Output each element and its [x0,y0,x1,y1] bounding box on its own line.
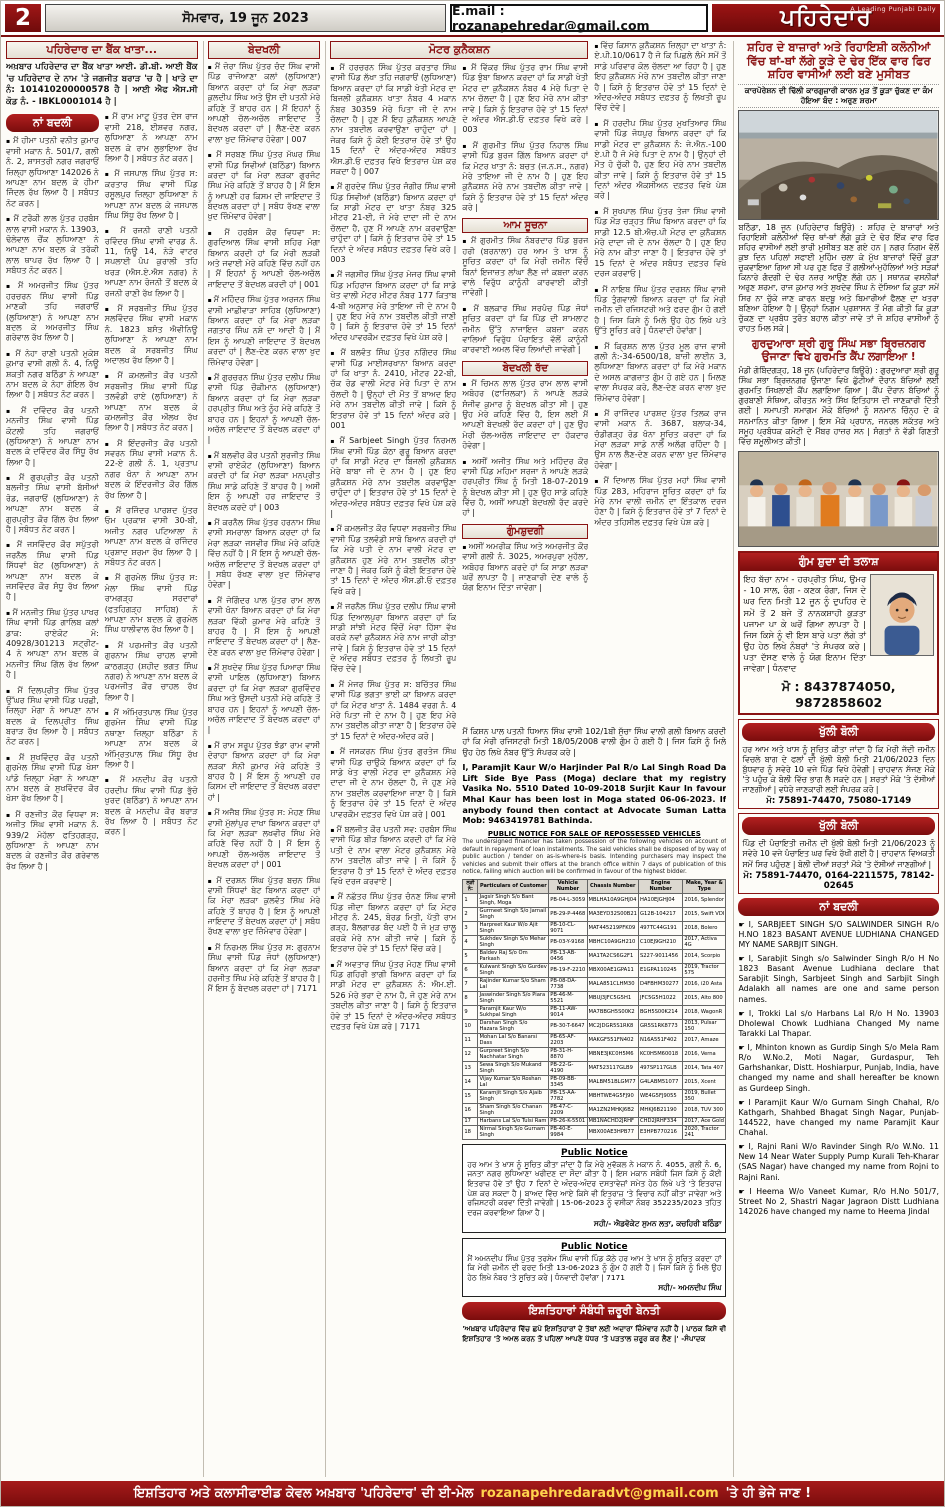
khulli-boli-1-phones: ਮੋ: 75891-74470, 75080-17149 [766,796,912,807]
cell-customer: Karamjit Singh S/o Ajaib Singh [478,1089,549,1103]
classified-item: ▪ ਮੈਂ ਗੁਰਚਰਨ ਸਿੰਘ ਪੁੱਤਰ ਦਲੀਪ ਸਿੰਘ ਵਾਸੀ ਪਿੰਡ ਚੌਕੀਮਾਨ (ਲੁਧਿਆਣਾ) ਬਿਆਨ ਕਰਦਾ ਹਾਂ ਕਿ ਮੇਰਾ ਲੜਕਾ ਹਰਪ੍ਰੀਤ ਸਿੰਘ ਅਤੇ ਨੂੰਹ ਮੇਰੇ ਕਹਿਣੇ ਤੋਂ ਬਾਹਰ ਹਨ | ਇਹਨਾਂ ਨੂੰ ਆਪਣੀ ਚੱਲ-ਅਚੱਲ ਜਾਇਦਾਦ ਤੋਂ ਬੇਦਖਲ ਕਰਦਾ ਹਾਂ | [208,373,321,446]
classified-item: ▪ ਮੈਂ ਰਾਮ ਮਾਟੂ ਪੁੱਤਰ ਦੇਸ ਰਾਜ ਵਾਸੀ 218, ਈਸ਼ਵਰ ਨਗਰ, ਲੁਧਿਆਣਾ ਨੇ ਆਪਣਾ ਨਾਮ ਬਦਲ ਕੇ ਰਾਮ ਲੁਭਾਇਆ ਰੱਖ ਲਿਆ ਹੈ | ਸਬੰਧਤ ਨੋਟ ਕਰਨ | [105,112,198,164]
table-row [463,1005,726,1019]
classified-item: ▪ ਮੈਂ ਰਾਮ ਸਰੂਪ ਪੁੱਤਰ ਝੰਡਾ ਰਾਮ ਵਾਸੀ ਦੋਰਾਹਾ ਬਿਆਨ ਕਰਦਾ ਹਾਂ ਕਿ ਮੇਰਾ ਲੜਕਾ ਸੰਨੀ ਕੁਮਾਰ ਮੇਰੇ ਕਹਿਣੇ ਤੋਂ ਬਾਹਰ ਹੈ | ਮੈਂ ਇਸ ਨੂੰ ਆਪਣੀ ਹਰ ਕਿਸਮ ਦੀ ਜਾਇਦਾਦ ਤੋਂ ਬੇਦਖਲ ਕਰਦਾ ਹਾਂ | [208,741,321,803]
classified-item: ▪ ਮੈਂ ਗੁਰਦੇਵ ਸਿੰਘ ਪੁੱਤਰ ਜੰਗੀਰ ਸਿੰਘ ਵਾਸੀ ਪਿੰਡ ਸਿਵੀਆਂ (ਬਠਿੰਡਾ) ਬਿਆਨ ਕਰਦਾ ਹਾਂ ਕਿ ਸਾਡੀ ਮੋਟਰ ਦਾ ਖਾਤਾ ਨੰਬਰ 325 ਮੀਟਰ 21-ਈ, ਜੋ ਮੇਰੇ ਦਾਦਾ ਜੀ ਦੇ ਨਾਮ ਚੱਲਦਾ ਹੈ, ਹੁਣ ਮੈਂ ਆਪਣੇ ਨਾਮ ਕਰਵਾਉਣਾ ਚਾਹੁੰਦਾ ਹਾਂ | ਕਿਸੇ ਨੂੰ ਇਤਰਾਜ਼ ਹੋਵੇ ਤਾਂ 15 ਦਿਨਾਂ ਦੇ ਅੰਦਰ ਸਬੰਧਤ ਦਫ਼ਤਰ ਵਿਖੇ ਕਰੇ | 003 [330,182,456,265]
email-header: E.mail : rozanapehredar@gmail.com [450,4,708,32]
cell-make-year: 2015, Xcent [683,1075,726,1089]
table-row [463,949,726,963]
classified-item: ▪ ਮੈਂ ਮਨਦੀਪ ਕੌਰ ਪਤਨੀ ਹਰਦੀਪ ਸਿੰਘ ਵਾਸੀ ਪਿੰਡ ਭੁੱਚੋ ਖੁਰਦ (ਬਠਿੰਡਾ) ਨੇ ਆਪਣਾ ਨਾਮ ਬਦਲ ਕੇ ਮਨਦੀਪ ਕੌਰ ਬਰਾੜ ਰੱਖ ਲਿਆ ਹੈ | ਸਬੰਧਤ ਨੋਟ ਕਰਨ | [105,775,198,837]
aam-suchna-header: ਆਮ ਸੂਚਨਾ [462,218,588,233]
right-naam-badli-header: ਨਾਂ ਬਦਲੀ [738,898,939,916]
public-notice-2 [462,1238,726,1298]
cell-engine-no: JFC5G5H1022 [638,991,682,1005]
classified-item: ▪ ਮੈਂ ਮਹਿੰਦਰ ਸਿੰਘ ਪੁੱਤਰ ਅਰਜਨ ਸਿੰਘ ਵਾਸੀ ਮਾਛੀਵਾੜਾ ਸਾਹਿਬ (ਲੁਧਿਆਣਾ) ਬਿਆਨ ਕਰਦਾ ਹਾਂ ਕਿ ਮੇਰਾ ਲੜਕਾ ਜਗਤਾਰ ਸਿੰਘ ਨਸ਼ੇ ਦਾ ਆਦੀ ਹੈ | ਮੈਂ ਇਸ ਨੂੰ ਆਪਣੀ ਜਾਇਦਾਦ ਤੋਂ ਬੇਦਖਲ ਕਰਦਾ ਹਾਂ | ਲੈਣ-ਦੇਣ ਕਰਨ ਵਾਲਾ ਖੁਦ ਜ਼ਿੰਮੇਵਾਰ ਹੋਵੇਗਾ | [208,295,321,368]
cell-sr: 18 [463,1125,478,1139]
classified-item: ▪ ਮੈਂ ਸੁਖਪਾਲ ਸਿੰਘ ਪੁੱਤਰ ਤੇਜਾ ਸਿੰਘ ਵਾਸੀ ਪਿੰਡ ਮੌੜ ਚੜ੍ਹਤ ਸਿੰਘ ਬਿਆਨ ਕਰਦਾ ਹਾਂ ਕਿ ਸਾਡੀ 12.5 ਬੀ.ਐਚ.ਪੀ ਮੋਟਰ ਦਾ ਕੁਨੈਕਸ਼ਨ ਮੇਰੇ ਦਾਦਾ ਜੀ ਦੇ ਨਾਮ ਚੱਲਦਾ ਹੈ | ਹੁਣ ਇਹ ਮੇਰੇ ਨਾਮ ਕੀਤਾ ਜਾਣਾ ਹੈ | ਇਤਰਾਜ਼ ਹੋਵੇ ਤਾਂ 15 ਦਿਨਾਂ ਦੇ ਅੰਦਰ ਸਬੰਧਤ ਦਫ਼ਤਰ ਵਿਖੇ ਦਰਜ ਕਰਵਾਓ | [594,207,726,280]
news-column [733,41,939,1477]
table-row [463,1125,726,1139]
gumshudgi-english-item: I, Paramjit Kaur W/o Harjinder Pal R/o Lal Singh Road Da Lift Side Bye Pass (Moga) declare that my registry Vasika No. 5510 Dated 10-09-2018 Surjit Kaur In favour Mhal Kaur has been lost in Moga stated 06-06-2023. If anybody found then contact at Advocate Suman Latta Mob: 9463419781 Bathinda. [462,762,727,826]
classified-item: ▪ ਮੈਂ ਗੁਰਪ੍ਰੀਤ ਕੌਰ ਪਤਨੀ ਬਲਜੀਤ ਸਿੰਘ ਵਾਸੀ ਬੱਸੀਆਂ ਰੋਡ, ਜਗਰਾਓਂ (ਲੁਧਿਆਣਾ) ਨੇ ਆਪਣਾ ਨਾਮ ਬਦਲ ਕੇ ਗੁਰਪ੍ਰੀਤ ਕੌਰ ਗਿੱਲ ਰੱਖ ਲਿਆ ਹੈ | ਸਬੰਧਤ ਨੋਟ ਕਰਨ | [6,473,99,535]
bedakhli-header: ਬੇਦਖਲੀ [208,41,321,59]
cell-sr: 1 [463,893,478,907]
table-row [463,963,726,977]
cell-make-year: 2015, Swift VDI [683,907,726,921]
classified-item: ▪ ਮੈਂ ਸਰਬਣ ਸਿੰਘ ਪੁੱਤਰ ਮੱਘਰ ਸਿੰਘ ਵਾਸੀ ਪਿੰਡ ਸਿਵੀਆਂ (ਬਠਿੰਡਾ) ਬਿਆਨ ਕਰਦਾ ਹਾਂ ਕਿ ਮੇਰਾ ਲੜਕਾ ਗੁਰਜੰਟ ਸਿੰਘ ਮੇਰੇ ਕਹਿਣੇ ਤੋਂ ਬਾਹਰ ਹੈ | ਮੈਂ ਇਸ ਨੂੰ ਆਪਣੀ ਹਰ ਕਿਸਮ ਦੀ ਜਾਇਦਾਦ ਤੋਂ ਬੇਦਖਲ ਕਰਦਾ ਹਾਂ | ਸਬੰਧ ਰੱਖਣ ਵਾਲਾ ਖੁਦ ਜ਼ਿੰਮੇਵਾਰ ਹੋਵੇਗਾ | [208,150,321,223]
cell-make-year: 2018, Bolero [683,921,726,935]
classified-item: ▪ ਮੈਂ ਰਣਜੀਤ ਕੌਰ ਵਿਧਵਾ ਸ: ਅਜੀਤ ਸਿੰਘ ਵਾਸੀ ਮਕਾਨ ਨੰ. 939/2 ਮੋਹੱਲਾ ਫਤਿਹਗੜ੍ਹ, ਲੁਧਿਆਣਾ ਨੇ ਆਪਣਾ ਨਾਮ ਬਦਲ ਕੇ ਰਣਜੀਤ ਕੌਰ ਗਰੇਵਾਲ ਰੱਖ ਲਿਆ ਹੈ | [6,810,99,872]
khulli-boli-1-body: ਹਰ ਆਮ ਅਤੇ ਖਾਸ ਨੂੰ ਸੂਚਿਤ ਕੀਤਾ ਜਾਂਦਾ ਹੈ ਕਿ ਮੇਰੀ ਜੱਦੀ ਜ਼ਮੀਨ ਵਿਚਲੇ ਬਾਗ ਦੇ ਫਲਾਂ ਦੀ ਖੁੱਲੀ ਬੋਲੀ ਮਿਤੀ 21/06/2023 ਦਿਨ ਬੁੱਧਵਾਰ ਨੂੰ ਸਵੇਰੇ 10 ਵਜੇ ਪਿੰਡ ਵਿਖੇ ਹੋਵੇਗੀ | ਚਾਹਵਾਨ ਸੱਜਣ ਮੌਕੇ 'ਤੇ ਪਹੁੰਚ ਕੇ ਬੋਲੀ ਵਿੱਚ ਭਾਗ ਲੈ ਸਕਦੇ ਹਨ | ਸ਼ਰਤਾਂ ਮੌਕੇ 'ਤੇ ਦੱਸੀਆਂ ਜਾਣਗੀਆਂ | ਵਧੇਰੇ ਜਾਣਕਾਰੀ ਲਈ ਸੰਪਰਕ ਕਰੋ | [742,744,936,795]
vehicle-table-col-header: Particulars of Customer [478,879,549,893]
motor-column-a [330,63,456,1477]
classified-item: ▪ ਮੈਂ ਬਲਕਾਰ ਸਿੰਘ ਸਰਪੰਚ ਪਿੰਡ ਜੋਧਾਂ ਸੂਚਿਤ ਕਰਦਾ ਹਾਂ ਕਿ ਪਿੰਡ ਦੀ ਸ਼ਾਮਲਾਟ ਜ਼ਮੀਨ ਉੱਤੇ ਨਾਜਾਇਜ਼ ਕਬਜ਼ਾ ਕਰਨ ਵਾਲਿਆਂ ਵਿਰੁੱਧ ਪੰਚਾਇਤ ਵੱਲੋਂ ਕਾਨੂੰਨੀ ਕਾਰਵਾਈ ਅਮਲ ਵਿੱਚ ਲਿਆਂਦੀ ਜਾਵੇਗੀ | [462,304,588,356]
classified-item: ▪ ਮੈਂ ਰਜਨੀ ਰਾਣੀ ਪਤਨੀ ਰਵਿੰਦਰ ਸਿੰਘ ਵਾਸੀ ਵਾਰਡ ਨੰ. 11, ਨਿਊ 14, ਨੇੜੇ ਵਾਟਰ ਸਪਲਾਈ ਪੰਪ ਕੁਰਾਲੀ ਤਹਿ ਖਰੜ (ਐਸ.ਏ.ਐਸ ਨਗਰ) ਨੇ ਆਪਣਾ ਨਾਮ ਰੋਜਨੀ ਤੋਂ ਬਦਲ ਕੇ ਰਜਨੀ ਰਾਣੀ ਰੱਖ ਲਿਆ ਹੈ | [105,226,198,299]
cell-vehicle-no: PB-15-AA-7782 [549,1089,587,1103]
cell-customer: Jaswinder Singh S/o Piara Singh [478,991,549,1005]
classified-item: ▪ ਮੈਂ ਹਰਚਰਨ ਸਿੰਘ ਪੁੱਤਰ ਕਰਤਾਰ ਸਿੰਘ ਵਾਸੀ ਪਿੰਡ ਲੱਖਾ ਤਹਿ ਜਗਰਾਓਂ (ਲੁਧਿਆਣਾ) ਬਿਆਨ ਕਰਦਾ ਹਾਂ ਕਿ ਸਾਡੀ ਖੇਤੀ ਮੋਟਰ ਦਾ ਬਿਜਲੀ ਕੁਨੈਕਸ਼ਨ ਖਾਤਾ ਨੰਬਰ 4 ਮਕਾਨ ਨੰਬਰ 30359 ਮੇਰੇ ਪਿਤਾ ਜੀ ਦੇ ਨਾਮ ਚੱਲਦਾ ਹੈ | ਹੁਣ ਮੈਂ ਇਹ ਕੁਨੈਕਸ਼ਨ ਆਪਣੇ ਨਾਮ ਤਬਦੀਲ ਕਰਵਾਉਣਾ ਚਾਹੁੰਦਾ ਹਾਂ | ਜੇਕਰ ਕਿਸੇ ਨੂੰ ਕੋਈ ਇਤਰਾਜ਼ ਹੋਵੇ ਤਾਂ ਉਹ 15 ਦਿਨਾਂ ਦੇ ਅੰਦਰ-ਅੰਦਰ ਸਬੰਧਤ ਐਸ.ਡੀ.ਓ ਦਫ਼ਤਰ ਵਿਖੇ ਇਤਰਾਜ਼ ਪੇਸ਼ ਕਰ ਸਕਦਾ ਹੈ | 007 [330,63,456,177]
classified-item: ▪ ਮੈਂ ਜੋਗਿੰਦਰ ਪਾਲ ਪੁੱਤਰ ਰਾਮ ਲਾਲ ਵਾਸੀ ਖੰਨਾ ਬਿਆਨ ਕਰਦਾ ਹਾਂ ਕਿ ਮੇਰਾ ਲੜਕਾ ਵਿੱਕੀ ਕੁਮਾਰ ਮੇਰੇ ਕਹਿਣੇ ਤੋਂ ਬਾਹਰ ਹੈ | ਮੈਂ ਇਸ ਨੂੰ ਆਪਣੀ ਜਾਇਦਾਦ ਤੋਂ ਬੇਦਖਲ ਕਰਦਾ ਹਾਂ | ਲੈਣ-ਦੇਣ ਕਰਨ ਵਾਲਾ ਖੁਦ ਜ਼ਿੰਮੇਵਾਰ ਹੋਵੇਗਾ | [208,596,321,658]
cell-sr: 14 [463,1075,478,1089]
khulli-boli-1-header: ਖੁੱਲੀ ਬੋਲੀ [742,723,935,741]
classified-item: ▪ ਮੈਂ ਜਸਵਿੰਦਰ ਕੌਰ ਸਪੁੱਤਰੀ ਜਰਨੈਲ ਸਿੰਘ ਵਾਸੀ ਪਿੰਡ ਸਿੱਧਵਾਂ ਬੇਟ (ਲੁਧਿਆਣਾ) ਨੇ ਆਪਣਾ ਨਾਮ ਬਦਲ ਕੇ ਜਸਵਿੰਦਰ ਕੌਰ ਸੰਧੂ ਰੱਖ ਲਿਆ ਹੈ | [6,540,99,602]
classified-item: ▪ ਮੈਂ ਨਿਰਮਲ ਸਿੰਘ ਪੁੱਤਰ ਸ: ਗੁਰਨਾਮ ਸਿੰਘ ਵਾਸੀ ਪਿੰਡ ਜੋਧਾਂ (ਲੁਧਿਆਣਾ) ਬਿਆਨ ਕਰਦਾ ਹਾਂ ਕਿ ਮੇਰਾ ਲੜਕਾ ਹਰਜੀਤ ਸਿੰਘ ਮੇਰੇ ਕਹਿਣੇ ਤੋਂ ਬਾਹਰ ਹੈ | ਮੈਂ ਇਸ ਨੂੰ ਬੇਦਖਲ ਕਰਦਾ ਹਾਂ | 7171 [208,943,321,995]
name-change-notice: ☛ I, Sarabjit Singh s/o Salwinder Singh R/o H No 1823 Basant Avenue Ludhiana declare that Sarabjit Singh, Sarbjeet Singh and Sarbjit Singh Adalakh all names are one and same person names. [738,954,939,1005]
cell-sr: 4 [463,935,478,949]
cell-engine-no: E3HPB770216 [638,1125,682,1139]
missing-person-text: ਇਹ ਬੱਚਾ ਨਾਮ - ਹਰਪ੍ਰੀਤ ਸਿੰਘ, ਉਮਰ - 10 ਸਾਲ, ਰੰਗ - ਕਣਕ ਰੰਗਾ, ਜਿਸ ਦੇ ਘਰ ਦਿਨ ਮਿਤੀ 12 ਜੂਨ ਨੂੰ ਦੁਪਹਿਰ ਦੇ ਸਮੇਂ ਤੋਂ 2 ਬਜੇ ਤੋਂ ਨਾਨਕਸ਼ਾਹੀ ਕੁੜਤਾ ਪਜਾਮਾ ਪਾ ਕੇ ਘਰੋਂ ਗਿਆ ਲਾਪਤਾ ਹੈ | ਜਿਸ ਕਿਸੇ ਨੂੰ ਵੀ ਇਸ ਬਾਰੇ ਪਤਾ ਲੱਗੇ ਤਾਂ ਉਹ ਹੇਠ ਲਿਖੇ ਨੰਬਰਾਂ 'ਤੇ ਸੰਪਰਕ ਕਰੇ | ਪਤਾ ਦੱਸਣ ਵਾਲੇ ਨੂੰ ਯੋਗ ਇਨਾਮ ਦਿੱਤਾ ਜਾਵੇਗਾ | ਧੰਨਵਾਦ [743,573,867,674]
vehicle-table-col-header: Vehicle Number [549,879,587,893]
mid-column-b [462,63,588,723]
cell-make-year: 2019, Tractor 575 [683,963,726,977]
cell-customer: Sewa Singh S/o Mukand Singh [478,1061,549,1075]
cell-vehicle-no: PB-40-E-9984 [549,1125,587,1139]
classified-item: ▪ ਮੈਂ ਹਰਬੰਸ ਕੌਰ ਵਿਧਵਾ ਸ: ਗੁਰਦਿਆਲ ਸਿੰਘ ਵਾਸੀ ਸ਼ਹਿਰ ਮੋਗਾ ਬਿਆਨ ਕਰਦੀ ਹਾਂ ਕਿ ਮੇਰੀ ਲੜਕੀ ਅਤੇ ਜਵਾਈ ਮੇਰੇ ਕਹਿਣੇ ਵਿੱਚ ਨਹੀਂ ਹਨ | ਮੈਂ ਇਹਨਾਂ ਨੂੰ ਆਪਣੀ ਚੱਲ-ਅਚੱਲ ਜਾਇਦਾਦ ਤੋਂ ਬੇਦਖਲ ਕਰਦੀ ਹਾਂ | 001 [208,228,321,290]
vehicle-table-col-header: Chassis Number [587,879,638,893]
cell-engine-no: GR5S1RK8773 [638,1019,682,1033]
top-bar [1,1,944,37]
left-classified-columns [6,41,198,1477]
auction-heading: PUBLIC NOTICE FOR SALE OF REPOSSESSED VEHICLES [487,830,701,839]
vehicle-table-col-header: Make, Year & Type [683,879,726,893]
gumshudgi-list [462,542,588,594]
cell-sr: 16 [463,1103,478,1117]
classified-item: ▪ ਮੈਂ ਦਿਆਲ ਸਿੰਘ ਪੁੱਤਰ ਮਹਾਂ ਸਿੰਘ ਵਾਸੀ ਪਿੰਡ 283, ਮਹਿਰਾਜ ਸੂਚਿਤ ਕਰਦਾ ਹਾਂ ਕਿ ਮੇਰੇ ਨਾਮ ਵਾਲੀ ਜ਼ਮੀਨ ਦਾ ਇੰਤਕਾਲ ਦਰਜ ਹੋਣਾ ਹੈ | ਕਿਸੇ ਨੂੰ ਇਤਰਾਜ਼ ਹੋਵੇ ਤਾਂ 7 ਦਿਨਾਂ ਦੇ ਅੰਦਰ ਤਹਿਸੀਲ ਦਫ਼ਤਰ ਵਿਖੇ ਪੇਸ਼ ਕਰੇ | [594,476,726,528]
missing-person-header: ਗੁੰਮ ਸ਼ੁਦਾ ਦੀ ਤਲਾਸ਼ [740,553,937,571]
bedakhli-flow [208,62,321,1476]
classified-item: ▪ ਮੈਂ ਜਸਕਰਨ ਸਿੰਘ ਪੁੱਤਰ ਗੁਰਤੇਜ ਸਿੰਘ ਵਾਸੀ ਪਿੰਡ ਚਾਉਕੇ ਬਿਆਨ ਕਰਦਾ ਹਾਂ ਕਿ ਸਾਡੇ ਖੇਤ ਵਾਲੀ ਮੋਟਰ ਦਾ ਕੁਨੈਕਸ਼ਨ ਮੇਰੇ ਦਾਦਾ ਜੀ ਦੇ ਨਾਮ ਚੱਲਦਾ ਹੈ, ਜੋ ਹੁਣ ਮੇਰੇ ਨਾਮ ਤਬਦੀਲ ਕਰਵਾਇਆ ਜਾਣਾ ਹੈ | ਕਿਸੇ ਨੂੰ ਇਤਰਾਜ਼ ਹੋਵੇ ਤਾਂ 15 ਦਿਨਾਂ ਦੇ ਅੰਦਰ ਪਾਵਰਕੌਮ ਦਫ਼ਤਰ ਵਿਖੇ ਪੇਸ਼ ਕਰੇ | 001 [330,747,456,820]
public-notice-2-title: Public Notice [561,1241,628,1252]
news1-headline: ਸ਼ਹਿਰ ਦੇ ਬਾਜ਼ਾਰਾਂ ਅਤੇ ਰਿਹਾਇਸ਼ੀ ਕਲੋਨੀਆਂ ਵਿੱਚ ਥਾਂ-ਥਾਂ ਲੱਗੇ ਕੂੜੇ ਦੇ ਢੇਰ ਇੱਕ ਵਾਰ ਫਿਰ ਸ਼ਹਿਰ ਵਾਸੀਆਂ ਲਈ ਬਣੇ ਮੁਸੀਬਤ [746,41,931,82]
cell-engine-no: 497TC44G191 [638,921,682,935]
table-row [463,893,726,907]
cell-make-year: 2020, Tractor 241 [683,1125,726,1139]
cell-customer: Harpreet Kaur W/o Ajit Singh [478,921,549,935]
cell-engine-no: D4FBHM30277 [638,977,682,991]
footer-text-pre: ਇਸ਼ਤਿਹਾਰ ਅਤੇ ਕਲਾਸੀਫਾਈਡ ਕੇਵਲ ਅਖ਼ਬਾਰ 'ਪਹਿਰੇਦਾਰ' ਦੀ ਈ-ਮੇਲ [133,1486,474,1501]
cell-engine-no: N16A551F402 [638,1033,682,1047]
date-text: ਸੋਮਵਾਰ, 19 ਜੂਨ 2023 [182,10,309,26]
bedakhli-radd-list [462,379,588,519]
classified-item: ▪ ਮੈਂ ਸੁਖਦੇਵ ਸਿੰਘ ਪੁੱਤਰ ਪਿਆਰਾ ਸਿੰਘ ਵਾਸੀ ਪਾਇਲ (ਲੁਧਿਆਣਾ) ਬਿਆਨ ਕਰਦਾ ਹਾਂ ਕਿ ਮੇਰਾ ਲੜਕਾ ਗੁਰਵਿੰਦਰ ਸਿੰਘ ਅਤੇ ਉਸਦੀ ਪਤਨੀ ਮੇਰੇ ਕਹਿਣੇ ਤੋਂ ਬਾਹਰ ਹਨ | ਇਹਨਾਂ ਨੂੰ ਆਪਣੀ ਚੱਲ-ਅਚੱਲ ਜਾਇਦਾਦ ਤੋਂ ਬੇਦਖਲ ਕਰਦਾ ਹਾਂ | [208,663,321,736]
cell-make-year: 2016, i20 Asta [683,977,726,991]
cell-chassis-no: MBHC10A9GH210 [587,935,638,949]
cell-engine-no: G4LABM51077 [638,1075,682,1089]
cell-customer: Jagsir Singh S/o Bant Singh, Moga [478,893,549,907]
cell-vehicle-no: PB-29-P-4468 [549,907,587,921]
classified-item: ▪ ਮੈਂ ਗੁਰਮੀਤ ਸਿੰਘ ਪੁੱਤਰ ਨਿਹਾਲ ਸਿੰਘ ਵਾਸੀ ਪਿੰਡ ਬੁਰਜ ਗਿੱਲ ਬਿਆਨ ਕਰਦਾ ਹਾਂ ਕਿ ਮੋਟਰ ਖਾਤਾ ਨੰ: ਬਚਤ (ਜ.ਨ.ਸ., ਨਗਰ) ਮੇਰੇ ਤਾਇਆ ਜੀ ਦੇ ਨਾਮ ਹੈ | ਹੁਣ ਇਹ ਕੁਨੈਕਸ਼ਨ ਮੇਰੇ ਨਾਮ ਤਬਦੀਲ ਕੀਤਾ ਜਾਵੇ | ਕਿਸੇ ਨੂੰ ਇਤਰਾਜ਼ ਹੋਵੇ ਤਾਂ 15 ਦਿਨਾਂ ਅੰਦਰ ਕਰੇ | [462,141,588,214]
cell-engine-no: E1GPA110245 [638,963,682,977]
vehicle-table-col-header: Engine Number [638,879,682,893]
classified-item: ▪ ਮੈਂ ਦਿਲਪ੍ਰੀਤ ਸਿੰਘ ਪੁੱਤਰ ਉੱਘਰ ਸਿੰਘ ਵਾਸੀ ਪਿੰਡ ਪਰਛੀ, ਜ਼ਿਲ੍ਹਾ ਮੋਗਾ ਨੇ ਆਪਣਾ ਨਾਮ ਬਦਲ ਕੇ ਦਿਲਪ੍ਰੀਤ ਸਿੰਘ ਬਰਾੜ ਰੱਖ ਲਿਆ ਹੈ | ਸਬੰਧਤ ਨੋਟ ਕਰਨ | [6,686,99,748]
table-row [463,907,726,921]
classified-item: ▪ ਮੈਂ ਸੁਖਵਿੰਦਰ ਕੌਰ ਪਤਨੀ ਗੁਰਮੇਲ ਸਿੰਘ ਵਾਸੀ ਪਿੰਡ ਖੋਸਾ ਪਾਂਡੋ ਜ਼ਿਲ੍ਹਾ ਮੋਗਾ ਨੇ ਆਪਣਾ ਨਾਮ ਬਦਲ ਕੇ ਸੁਖਵਿੰਦਰ ਕੌਰ ਖੋਸਾ ਰੱਖ ਲਿਆ ਹੈ | [6,753,99,805]
cell-sr: 3 [463,921,478,935]
cell-vehicle-no: PB-26-K-5501 [550,1118,586,1125]
cell-engine-no: MHKJ6B21190 [638,1103,682,1117]
cell-customer: Darshan Singh S/o Hazara Singh [478,1019,549,1033]
cell-sr: 9 [463,1005,478,1019]
table-row [463,1089,726,1103]
public-notice-1-body: ਹਰ ਆਮ ਤੇ ਖਾਸ ਨੂੰ ਸੂਚਿਤ ਕੀਤਾ ਜਾਂਦਾ ਹੈ ਕਿ ਮੇਰੇ ਮੁਵੱਕਲ ਨੇ ਮਕਾਨ ਨੰ. 4055, ਗਲੀ ਨੰ. 6, ਜਨਤਾ ਨਗਰ ਲੁਧਿਆਣਾ ਖਰੀਦਣ ਦਾ ਸੌਦਾ ਕੀਤਾ ਹੈ | ਇਸ ਮਕਾਨ ਸਬੰਧੀ ਜਿਸ ਕਿਸੇ ਨੂੰ ਕੋਈ ਇਤਰਾਜ਼ ਹੋਵੇ ਤਾਂ ਉਹ 7 ਦਿਨਾਂ ਦੇ ਅੰਦਰ-ਅੰਦਰ ਦਸਤਾਵੇਜ਼ਾਂ ਸਮੇਤ ਹੇਠ ਲਿਖੇ ਪਤੇ 'ਤੇ ਇਤਰਾਜ਼ ਪੇਸ਼ ਕਰ ਸਕਦਾ ਹੈ | ਬਾਅਦ ਵਿੱਚ ਆਏ ਕਿਸੇ ਵੀ ਇਤਰਾਜ਼ 'ਤੇ ਵਿਚਾਰ ਨਹੀਂ ਕੀਤਾ ਜਾਵੇਗਾ ਅਤੇ ਰਜਿਸਟਰੀ ਕਰਵਾ ਦਿੱਤੀ ਜਾਵੇਗੀ | 15-06-2023 ਨੂੰ ਵਸੀਕਾ ਨੰਬਰ 352235/2023 ਤਹਿਤ ਦਰਜ ਕਰਵਾਇਆ ਗਿਆ ਹੈ | [467,1159,722,1217]
name-change-notice: ☛ I, Rajni Rani W/o Ravinder Singh R/o W.No. 11 New 14 Near Water Supply Pump Kurali Teh-Kharar (SAS Nagar) have changed my name from Rojni to Rajni Rani. [738,1142,939,1183]
cell-chassis-no: MALA851CLHM30 [587,977,638,991]
motor-connection-header: ਮੋਟਰ ਕੁਨੈਕਸ਼ਨ [330,41,588,59]
public-notice-2-body: ਮੈਂ ਅਮਨਦੀਪ ਸਿੰਘ ਪੁੱਤਰ ਤਰਸੇਮ ਸਿੰਘ ਵਾਸੀ ਪਿੰਡ ਕੋਠੇ ਹਰ ਆਮ ਤੇ ਖਾਸ ਨੂੰ ਸੂਚਿਤ ਕਰਦਾ ਹਾਂ ਕਿ ਮੇਰੀ ਜ਼ਮੀਨ ਦੀ ਫਰਦ ਮਿਤੀ 13-06-2023 ਨੂੰ ਗੁੰਮ ਹੋ ਗਈ ਹੈ | ਜਿਸ ਕਿਸੇ ਨੂੰ ਮਿਲੇ ਉਹ ਹੇਠ ਲਿਖੇ ਨੰਬਰ 'ਤੇ ਸੂਚਿਤ ਕਰੇ | ਧੰਨਵਾਦੀ ਹੋਵਾਂਗਾ | 7171 [467,1253,722,1282]
cell-vehicle-no: PB-47-C-2209 [549,1103,587,1117]
cell-make-year: 2016, Verna [683,1047,726,1061]
classified-item: ▪ ਮੈਂ ਬਲਵੀਰ ਕੌਰ ਪਤਨੀ ਸੁਰਜੀਤ ਸਿੰਘ ਵਾਸੀ ਰਾਏਕੋਟ (ਲੁਧਿਆਣਾ) ਬਿਆਨ ਕਰਦੀ ਹਾਂ ਕਿ ਮੇਰਾ ਲੜਕਾ ਮਨਪ੍ਰੀਤ ਸਿੰਘ ਸਾਡੇ ਕਹਿਣੇ ਤੋਂ ਬਾਹਰ ਹੈ | ਅਸੀਂ ਇਸ ਨੂੰ ਆਪਣੀ ਹਰ ਜਾਇਦਾਦ ਤੋਂ ਬੇਦਖਲ ਕਰਦੇ ਹਾਂ | 003 [208,451,321,513]
classified-item: ▪ ਮੈਂ ਕਰਨੈਲ ਸਿੰਘ ਪੁੱਤਰ ਹਰਨਾਮ ਸਿੰਘ ਵਾਸੀ ਸਮਰਾਲਾ ਬਿਆਨ ਕਰਦਾ ਹਾਂ ਕਿ ਮੇਰਾ ਲੜਕਾ ਜਸਵੀਰ ਸਿੰਘ ਮੇਰੇ ਕਹਿਣੇ ਵਿੱਚ ਨਹੀਂ ਹੈ | ਮੈਂ ਇਸ ਨੂੰ ਆਪਣੀ ਚੱਲ-ਅਚੱਲ ਜਾਇਦਾਦ ਤੋਂ ਬੇਦਖਲ ਕਰਦਾ ਹਾਂ | ਸਬੰਧ ਰੱਖਣ ਵਾਲਾ ਖੁਦ ਜ਼ਿੰਮੇਵਾਰ ਹੋਵੇਗਾ | [208,518,321,591]
bank-account-header: ਪਹਿਰੇਦਾਰ ਦਾ ਬੈਂਕ ਖਾਤਾ... [6,41,198,59]
khulli-boli-box-1 [738,719,939,810]
khulli-boli-box-2 [738,813,939,893]
cell-vehicle-no: PB-08-DA-7738 [549,977,587,991]
table-row [463,1117,726,1125]
vehicle-table-head [463,879,726,893]
cell-sr: 2 [463,907,478,921]
cell-vehicle-no: PB-65-AF-2203 [549,1033,587,1047]
classified-item: ▪ ਮੈਂ ਕਮਲਜੀਤ ਕੌਰ ਵਿਧਵਾ ਸਰਬਜੀਤ ਸਿੰਘ ਵਾਸੀ ਪਿੰਡ ਤਲਵੰਡੀ ਸਾਬੋ ਬਿਆਨ ਕਰਦੀ ਹਾਂ ਕਿ ਮੇਰੇ ਪਤੀ ਦੇ ਨਾਮ ਵਾਲੀ ਮੋਟਰ ਦਾ ਕੁਨੈਕਸ਼ਨ ਹੁਣ ਮੇਰੇ ਨਾਮ ਤਬਦੀਲ ਕੀਤਾ ਜਾਣਾ ਹੈ | ਜੇਕਰ ਕਿਸੇ ਨੂੰ ਕੋਈ ਇਤਰਾਜ਼ ਹੋਵੇ ਤਾਂ 15 ਦਿਨਾਂ ਦੇ ਅੰਦਰ ਐਸ.ਡੀ.ਓ ਦਫ਼ਤਰ ਵਿਖੇ ਕਰੇ | [330,524,456,597]
news2-headline: ਗੁਰਦੁਆਰਾ ਸ਼੍ਰੀ ਗੁਰੂ ਸਿੰਘ ਸਭਾ ਬ੍ਰਿਜ਼ਨਗਰ ਉਜਾਣਾ ਵਿਖੇ ਗੁਰਮਤਿ ਕੈਂਪ ਲਗਾਇਆ ! [751,337,926,364]
classified-item: ▪ ਮੈਂ ਨਾਇਬ ਸਿੰਘ ਪੁੱਤਰ ਦਰਸ਼ਨ ਸਿੰਘ ਵਾਸੀ ਪਿੰਡ ਤੁੰਗਵਾਲੀ ਬਿਆਨ ਕਰਦਾ ਹਾਂ ਕਿ ਮੇਰੀ ਜ਼ਮੀਨ ਦੀ ਰਜਿਸਟਰੀ ਅਤੇ ਫਰਦ ਗੁੰਮ ਹੋ ਗਈ ਹੈ | ਜਿਸ ਕਿਸੇ ਨੂੰ ਮਿਲੇ ਉਹ ਹੇਠ ਲਿਖੇ ਪਤੇ ਉੱਤੇ ਸੂਚਿਤ ਕਰੇ | ਧੰਨਵਾਦੀ ਹੋਵਾਂਗਾ | [594,285,726,337]
cell-vehicle-no: PB-19-F-2210 [549,963,587,977]
cell-customer: Nirmal Singh S/o Gurnam Singh [478,1125,549,1139]
cell-engine-no: KC0H5M60018 [638,1047,682,1061]
footer-text-post: 'ਤੇ ਹੀ ਭੇਜੇ ਜਾਣ ! [725,1486,812,1501]
auction-intro: The undersigned financier has taken possession of the following vehicles on account of default in repayment of loan installments. The said vehicles shall be disposed of by way of public auction / tender on as-is-where-is basis. Intending purchasers may inspect the vehicles and submit their offers at the branch office within 7 days of publication of this notice, failing which auction will be confirmed in favour of the highest bidder. [462,839,727,876]
table-row [463,1103,726,1117]
news1-subhead: ਕਾਰਪੋਰੇਸ਼ਨ ਦੀ ਢਿੱਲੀ ਕਾਰਗੁਜ਼ਾਰੀ ਕਾਰਨ ਮੁੜ ਤੋਂ ਕੂੜਾ ਚੁੱਕਣ ਦਾ ਕੰਮ ਹੋਇਆ ਬੰਦ : ਅਰੁਣ ਸ਼ਰਮਾ [738,84,939,108]
table-row [463,921,726,935]
cell-make-year: 2018, TUV 300 [683,1103,726,1117]
gumshudgi-wide-item: ਮੈਂ ਕਿਸ਼ਨ ਪਾਲ ਪਤਨੀ ਧਿਆਨ ਸਿੰਘ ਵਾਸੀ 102/1ਬੀ ਸੁੱਚਾ ਸਿੰਘ ਵਾਲੀ ਗਲੀ ਬਿਆਨ ਕਰਦੀ ਹਾਂ ਕਿ ਮੇਰੀ ਰਜਿਸਟਰੀ ਮਿਤੀ 18/05/2008 ਵਾਲੀ ਗੁੰਮ ਹੋ ਗਈ ਹੈ | ਜਿਸ ਕਿਸੇ ਨੂੰ ਮਿਲੇ ਉਹ ਹੇਠ ਲਿਖੇ ਨੰਬਰ ਉੱਤੇ ਸੰਪਰਕ ਕਰੇ | [462,727,727,757]
public-notice-1-title: Public Notice [561,1147,628,1158]
ishtihar-benti-header: ਇਸ਼ਤਿਹਾਰਾਂ ਸੰਬੰਧੀ ਜ਼ਰੂਰੀ ਬੇਨਤੀ [462,1302,726,1320]
cell-make-year: 2017, Amaze [683,1033,726,1047]
cell-sr: 17 [463,1117,478,1125]
bedakhli-column [203,41,321,1477]
classified-item: ▪ ਮੈਂ ਇੰਦਰਜੀਤ ਕੌਰ ਪਤਨੀ ਸਵਰਨ ਸਿੰਘ ਵਾਸੀ ਮਕਾਨ ਨੰ. 22-ਏ ਗਲੀ ਨੰ. 1, ਪ੍ਰਤਾਪ ਨਗਰ ਖੰਨਾ ਨੇ ਆਪਣਾ ਨਾਮ ਬਦਲ ਕੇ ਇੰਦਰਜੀਤ ਕੌਰ ਗਿੱਲ ਰੱਖ ਲਿਆ ਹੈ | [105,439,198,501]
cell-make-year: 2015, Alto 800 [683,991,726,1005]
date-bar [45,4,446,32]
cell-make-year: 2019, Bullet 350 [683,1089,726,1103]
cell-chassis-no: MAT445219PFK09 [587,921,638,935]
missing-person-box [738,551,939,715]
cell-engine-no: S227-9011456 [638,949,682,963]
cell-make-year: 2013, Pulsar 150 [683,1019,726,1033]
table-row [463,1033,726,1047]
cell-customer: Sukhdev Singh S/o Mehar Singh [478,935,549,949]
cell-chassis-no: MC2JDGR5S1RK8 [587,1019,638,1033]
garbage-heap-photo [738,110,939,220]
cell-vehicle-no: PB-04-L-3059 [549,893,587,907]
name-change-notice: ☛ I, SARBJEET SINGH S/O SALWINDER SINGH R/o H.NO 1823 BASANT AVENUE LUDHIANA CHANGED MY NAME SARBJIT SINGH. [738,920,939,950]
vehicle-table [462,879,726,1140]
cell-vehicle-no: PB-13-AB-0456 [549,949,587,963]
cell-customer: Vijay Kumar S/o Roshan Lal [478,1075,549,1089]
cell-customer: Paramjit Kaur W/o Sukhpal Singh [478,1005,549,1019]
cell-chassis-no: MBLHA10A9GHJ04 [587,893,638,907]
cell-chassis-no: MBHTWE4G5FJ90 [587,1089,638,1103]
masthead-title: ਪਹਿਰੇਦਾਰ [780,4,872,31]
cell-chassis-no: MBNE3JKC0H5M6 [587,1047,638,1061]
mid-bottom-block [462,727,726,1477]
masthead-tagline: A Leading Punjabi Daily [850,5,936,13]
motor-column-b [462,63,588,213]
classified-item: ▪ ਮੈਂ ਗੁਰਮੀਤ ਸਿੰਘ ਨੰਬਰਦਾਰ ਪਿੰਡ ਬੁਰਜ ਹਰੀ (ਬਰਨਾਲਾ) ਹਰ ਆਮ ਤੇ ਖਾਸ ਨੂੰ ਸੂਚਿਤ ਕਰਦਾ ਹਾਂ ਕਿ ਮੇਰੀ ਜ਼ਮੀਨ ਵਿੱਚੋਂ ਬਿਨਾਂ ਇਜਾਜ਼ਤ ਲਾਂਘਾ ਲੈਣ ਜਾਂ ਕਬਜ਼ਾ ਕਰਨ ਵਾਲੇ ਵਿਰੁੱਧ ਕਾਨੂੰਨੀ ਕਾਰਵਾਈ ਕੀਤੀ ਜਾਵੇਗੀ | [462,236,588,298]
classified-item: ▪ ਮੈਂ ਪਰਮਜੀਤ ਕੌਰ ਪਤਨੀ ਗੁਰਨਾਮ ਸਿੰਘ ਚਾਹਲ ਵਾਸੀ ਕਾਠਗੜ੍ਹ (ਸ਼ਹੀਦ ਭਗਤ ਸਿੰਘ ਨਗਰ) ਨੇ ਆਪਣਾ ਨਾਮ ਬਦਲ ਕੇ ਪਰਮਜੀਤ ਕੌਰ ਚਾਹਲ ਰੱਖ ਲਿਆ ਹੈ | [105,641,198,703]
cell-chassis-no: MB1NACHD2JRHF [587,1117,638,1125]
classified-item: ▪ ਅਸੀਂ ਅਜੀਤ ਸਿੰਘ ਅਤੇ ਮਹਿੰਦਰ ਕੌਰ ਵਾਸੀ ਪਿੰਡ ਮਹਿਮਾ ਸਰਜਾ ਨੇ ਆਪਣੇ ਲੜਕੇ ਹਰਪ੍ਰੀਤ ਸਿੰਘ ਨੂੰ ਮਿਤੀ 18-07-2019 ਨੂੰ ਬੇਦਖਲ ਕੀਤਾ ਸੀ | ਹੁਣ ਉਹ ਸਾਡੇ ਕਹਿਣੇ ਵਿੱਚ ਹੈ, ਅਸੀਂ ਆਪਣੀ ਬੇਦਖਲੀ ਰੱਦ ਕਰਦੇ ਹਾਂ | [462,457,588,519]
table-row [463,1047,726,1061]
gurmat-camp-group-photo [738,451,939,547]
right-naam-badli-list [738,920,939,1217]
cell-engine-no: G12B-104217 [638,907,682,921]
masthead [712,4,940,32]
classified-item: ▪ ਮੈਂ ਜਸਪਾਲ ਸਿੰਘ ਪੁੱਤਰ ਸ: ਕਰਤਾਰ ਸਿੰਘ ਵਾਸੀ ਪਿੰਡ ਰਸੂਲਪੁਰ ਜ਼ਿਲ੍ਹਾ ਲੁਧਿਆਣਾ ਨੇ ਆਪਣਾ ਨਾਮ ਬਦਲ ਕੇ ਜਸਪਾਲ ਸਿੰਘ ਸਿੱਧੂ ਰੱਖ ਲਿਆ ਹੈ | [105,169,198,221]
bedakhli-radd-header: ਬੇਦਖਲੀ ਰੱਦ [462,361,588,376]
cell-sr: 7 [463,977,478,991]
table-row [463,1061,726,1075]
classified-item: ▪ ਮੈਂ ਰਜਿੰਦਰ ਪਾਰਸ਼ਦ ਪੁੱਤਰ ਓਮ ਪ੍ਰਕਾਸ਼ ਵਾਸੀ 30-ਬੀ, ਅਜੀਤ ਨਗਰ ਪਟਿਆਲਾ ਨੇ ਆਪਣਾ ਨਾਮ ਬਦਲ ਕੇ ਰਜਿੰਦਰ ਪ੍ਰਸ਼ਾਦ ਸ਼ਰਮਾ ਰੱਖ ਲਿਆ ਹੈ | ਸਬੰਧਤ ਨੋਟ ਕਰਨ | [105,506,198,568]
cell-customer: Mohan Lal S/o Banarsi Dass [478,1033,549,1047]
classified-item: ▪ ਮੈਂ ਅਵਤਾਰ ਸਿੰਘ ਪੁੱਤਰ ਮੋਹਣ ਸਿੰਘ ਵਾਸੀ ਪਿੰਡ ਗਹਿਰੀ ਭਾਗੀ ਬਿਆਨ ਕਰਦਾ ਹਾਂ ਕਿ ਸਾਡੀ ਮੋਟਰ ਦਾ ਕੁਨੈਕਸ਼ਨ ਨੰ: ਐਮ.ਈ. 526 ਮੇਰੇ ਭਰਾ ਦੇ ਨਾਮ ਹੈ, ਜੋ ਹੁਣ ਮੇਰੇ ਨਾਮ ਤਬਦੀਲ ਕੀਤਾ ਜਾਣਾ ਹੈ | ਕਿਸੇ ਨੂੰ ਇਤਰਾਜ਼ ਹੋਵੇ ਤਾਂ 15 ਦਿਨਾਂ ਦੇ ਅੰਦਰ-ਅੰਦਰ ਸਬੰਧਤ ਦਫ਼ਤਰ ਵਿਖੇ ਪੇਸ਼ ਕਰੇ | 7171 [330,960,456,1033]
table-row [463,1019,726,1033]
cell-chassis-no: MALBM51BLGM77 [587,1075,638,1089]
classified-item: ▪ ਮੈਂ ਦਵਿੰਦਰ ਕੌਰ ਪਤਨੀ ਮਨਜੀਤ ਸਿੰਘ ਵਾਸੀ ਪਿੰਡ ਕੋਟਲੀ ਤਹਿ ਜਗਰਾਓਂ (ਲੁਧਿਆਣਾ) ਨੇ ਆਪਣਾ ਨਾਮ ਬਦਲ ਕੇ ਦਵਿੰਦਰ ਕੌਰ ਸਿੱਧੂ ਰੱਖ ਲਿਆ ਹੈ | [6,406,99,468]
cell-vehicle-no: PB-22-G-4190 [549,1061,587,1075]
classified-item: ▪ ਮੈਂ ਨਛੱਤਰ ਸਿੰਘ ਪੁੱਤਰ ਚੰਨਣ ਸਿੰਘ ਵਾਸੀ ਪਿੰਡ ਜੀਦਾ ਬਿਆਨ ਕਰਦਾ ਹਾਂ ਕਿ ਮੋਟਰ ਮੀਟਰ ਨੰ. 245, ਬੋਰਡ ਮਿਤੀ, ਪੱਤੀ ਰਾਮ ਗੜ੍ਹ, ਬੈਲਗਾਰਡ ਬੰਦ ਪਈ ਹੈ ਜੋ ਮੁੜ ਚਾਲੂ ਕਰਕੇ ਮੇਰੇ ਨਾਮ ਕੀਤੀ ਜਾਵੇ | ਕਿਸੇ ਨੂੰ ਇਤਰਾਜ਼ ਹੋਵੇ ਤਾਂ 15 ਦਿਨਾਂ ਵਿੱਚ ਕਰੇ | [330,892,456,954]
cell-make-year: 2017, Activa 4G [683,935,726,949]
bank-account-text: ਅਖ਼ਬਾਰ ਪਹਿਰੇਦਾਰ ਦਾ ਬੈਂਕ ਖਾਤਾ ਆਈ. ਡੀ.ਬੀ. ਆਈ ਬੈਂਕ 'ਚ ਪਹਿਰੇਦਾਰ ਦੇ ਨਾਮ 'ਤੇ ਜਗਜੀਤ ਬਰਾੜ 'ਚ ਹੈ | ਖਾਤੇ ਦਾ ਨੰ: 101410200000578 ਹੈ | ਆਈ ਐਫ ਐਸ.ਸੀ ਕੋਡ ਨੰ. - IBKL0001014 ਹੈ | [6,62,198,107]
missing-person-content [740,571,937,678]
classified-item: ▪ ਮੈਂ ਟਰੌਕੀ ਲਾਲ ਪੁੱਤਰ ਹਰਬੰਸ ਲਾਲ ਵਾਸੀ ਮਕਾਨ ਨੰ. 13903, ਢੋਲੇਵਾਲ ਚੌਂਕ ਲੁਧਿਆਣਾ ਨੇ ਆਪਣਾ ਨਾਮ ਬਦਲ ਕੇ ਤਰੱਕੀ ਲਾਲ ਥਾਪਰ ਰੱਖ ਲਿਆ ਹੈ | ਸਬੰਧਤ ਨੋਟ ਕਰਨ | [6,214,99,276]
name-change-notice: ☛ I, Mhinton known as Gurdip Singh S/o Mela Ram R/o W.No.2, Moti Nagar, Gurdaspur, Teh Garhshankar, Distt. Hoshiarpur, Punjab, India, have changed my name and shall hereafter be known as Gurdeep Singh. [738,1043,939,1094]
cell-vehicle-no: PB-11-AW-9014 [549,1005,587,1019]
cell-engine-no: HA10EJGHJ04 [638,893,682,907]
page-number: 2 [5,4,41,32]
public-notice-1 [462,1144,726,1233]
cell-make-year: 2018, WagonR [683,1005,726,1019]
public-notice-1-sign: ਸਹੀ/- ਐਡਵੋਕੇਟ ਸੁਮਨ ਲਤਾ, ਕਚਹਿਰੀ ਬਠਿੰਡਾ [593,1218,722,1228]
cell-chassis-no: MBX00AE1GPA11 [587,963,638,977]
cell-sr: 11 [463,1033,478,1047]
cell-vehicle-no: PB-10-CL-9071 [549,921,587,935]
cell-make-year: 2014, Scorpio [683,949,726,963]
cell-make-year: 2014, Tata 407 [683,1061,726,1075]
classified-item: ▪ ਮੈਂ ਮੇਜਰ ਸਿੰਘ ਪੁੱਤਰ ਸ: ਬਚਿੱਤਰ ਸਿੰਘ ਵਾਸੀ ਪਿੰਡ ਭਗਤਾ ਭਾਈ ਕਾ ਬਿਆਨ ਕਰਦਾ ਹਾਂ ਕਿ ਮੋਟਰ ਖਾਤਾ ਨੰ. 1484 ਵਰਗ ਨੰ. 4 ਮੇਰੇ ਪਿਤਾ ਜੀ ਦੇ ਨਾਮ ਹੈ | ਹੁਣ ਇਹ ਮੇਰੇ ਨਾਮ ਤਬਦੀਲ ਕੀਤਾ ਜਾਣਾ ਹੈ | ਇਤਰਾਜ਼ ਹੋਵੇ ਤਾਂ 15 ਦਿਨਾਂ ਦੇ ਅੰਦਰ-ਅੰਦਰ ਕਰੋ | [330,680,456,742]
footer-bar [1,1481,944,1506]
classified-item: ▪ ਮੈਂ ਬਲਵੰਤ ਸਿੰਘ ਪੁੱਤਰ ਨਗਿੰਦਰ ਸਿੰਘ ਵਾਸੀ ਪਿੰਡ ਮਾਈਸਰਖਾਨਾ ਬਿਆਨ ਕਰਦਾ ਹਾਂ ਕਿ ਖਾਤਾ ਨੰ. 2410, ਮੀਟਰ 22-ਬੀ, ਚੱਕ ਰੋਡ ਵਾਲੀ ਮੋਟਰ ਮੇਰੇ ਪਿਤਾ ਦੇ ਨਾਮ ਚੱਲਦੀ ਹੈ | ਉਨ੍ਹਾਂ ਦੀ ਮੌਤ ਤੋਂ ਬਾਅਦ ਇਹ ਮੇਰੇ ਨਾਮ ਤਬਦੀਲ ਕੀਤੀ ਜਾਵੇ | ਕਿਸੇ ਨੂੰ ਇਤਰਾਜ਼ ਹੋਵੇ ਤਾਂ 15 ਦਿਨਾਂ ਅੰਦਰ ਕਰੇ | 001 [330,348,456,431]
classified-item: ▪ ਮੈਂ ਜ਼ੋਰਾ ਸਿੰਘ ਪੁੱਤਰ ਚੰਦ ਸਿੰਘ ਵਾਸੀ ਪਿੰਡ ਰਾਜੋਆਣਾ ਕਲਾਂ (ਲੁਧਿਆਣਾ) ਬਿਆਨ ਕਰਦਾ ਹਾਂ ਕਿ ਮੇਰਾ ਲੜਕਾ ਕੁਲਦੀਪ ਸਿੰਘ ਅਤੇ ਉਸ ਦੀ ਪਤਨੀ ਮੇਰੇ ਕਹਿਣੇ ਤੋਂ ਬਾਹਰ ਹਨ | ਮੈਂ ਇਹਨਾਂ ਨੂੰ ਆਪਣੀ ਚੱਲ-ਅਚੱਲ ਜਾਇਦਾਦ ਤੋਂ ਬੇਦਖਲ ਕਰਦਾ ਹਾਂ | ਲੈਣ-ਦੇਣ ਕਰਨ ਵਾਲਾ ਖੁਦ ਜ਼ਿੰਮੇਵਾਰ ਹੋਵੇਗਾ | 007 [208,62,321,145]
name-change-notice: ☛ I Heema W/o Vaneet Kumar, R/o H.No 501/7, Street No 2, Shastri Nagar Jagraon Distt Ludhiana 142026 have changed my name to Heema Jindal [738,1187,939,1217]
cell-sr: 5 [463,949,478,963]
aam-suchna-list [462,236,588,355]
cell-chassis-no: MAKGF551FN402 [587,1033,638,1047]
classified-item: ▪ ਮੈਂ ਚਿਮਨ ਲਾਲ ਪੁੱਤਰ ਰਾਮ ਲਾਲ ਵਾਸੀ ਅਬੋਹਰ (ਫਾਜ਼ਿਲਕਾ) ਨੇ ਆਪਣੇ ਲੜਕੇ ਸੰਜੀਵ ਕੁਮਾਰ ਨੂੰ ਬੇਦਖਲ ਕੀਤਾ ਸੀ | ਹੁਣ ਉਹ ਮੇਰੇ ਕਹਿਣੇ ਵਿੱਚ ਹੈ, ਇਸ ਲਈ ਮੈਂ ਆਪਣੀ ਬੇਦਖਲੀ ਰੱਦ ਕਰਦਾ ਹਾਂ | ਹੁਣ ਉਹ ਮੇਰੀ ਚੱਲ-ਅਚੱਲ ਜਾਇਦਾਦ ਦਾ ਹੱਕਦਾਰ ਹੋਵੇਗਾ | [462,379,588,452]
cell-sr: 8 [463,991,478,1005]
cell-make-year: 2017, Ace Gold [684,1118,724,1125]
cell-chassis-no: MA7BBGH5S00K2 [587,1005,638,1019]
classified-item: ▪ ਮੈਂ ਕਮਲਜੀਤ ਕੌਰ ਪਤਨੀ ਸਰਬਜੀਤ ਸਿੰਘ ਵਾਸੀ ਪਿੰਡ ਤਲਵੰਡੀ ਰਾਏ (ਲੁਧਿਆਣਾ) ਨੇ ਆਪਣਾ ਨਾਮ ਬਦਲ ਕੇ ਕਮਲਜੀਤ ਕੌਰ ਔਲਖ ਰੱਖ ਲਿਆ ਹੈ | ਸਬੰਧਤ ਨੋਟ ਕਰਨ | [105,371,198,433]
table-row [463,1075,726,1089]
cell-vehicle-no: PB-09-BB-3345 [549,1075,587,1089]
name-change-notice: ☛ I, Trokki Lal s/o Harbans Lal R/o H No. 13903 Dholewal Chowk Ludhiana Changed My name Tarakki Lal Thapar. [738,1009,939,1039]
table-row [463,935,726,949]
classified-item: ▪ ਮੈਂ ਨੇਹਾ ਰਾਣੀ ਪਤਨੀ ਮੁਕੇਸ਼ ਕੁਮਾਰ ਵਾਸੀ ਗਲੀ ਨੰ. 4, ਨਿਊ ਸ਼ਕਤੀ ਨਗਰ ਬਠਿੰਡਾ ਨੇ ਆਪਣਾ ਨਾਮ ਬਦਲ ਕੇ ਨੇਹਾ ਗੋਇਲ ਰੱਖ ਲਿਆ ਹੈ | ਸਬੰਧਤ ਨੋਟ ਕਰਨ | [6,349,99,401]
cell-engine-no: BGH5S00K214 [638,1005,682,1019]
classified-item: ▪ ਮੈਂ ਜਰਨੈਲ ਸਿੰਘ ਪੁੱਤਰ ਦਲੀਪ ਸਿੰਘ ਵਾਸੀ ਪਿੰਡ ਦਿਆਲਪੁਰਾ ਬਿਆਨ ਕਰਦਾ ਹਾਂ ਕਿ ਸਾਡੀ ਸਾਂਝੀ ਮੋਟਰ ਵਿੱਚੋਂ ਮੇਰਾ ਹਿੱਸਾ ਵੱਖ ਕਰਕੇ ਨਵਾਂ ਕੁਨੈਕਸ਼ਨ ਮੇਰੇ ਨਾਮ ਜਾਰੀ ਕੀਤਾ ਜਾਵੇ | ਕਿਸੇ ਨੂੰ ਇਤਰਾਜ਼ ਹੋਵੇ ਤਾਂ 15 ਦਿਨਾਂ ਦੇ ਅੰਦਰ ਸਬੰਧਤ ਦਫ਼ਤਰ ਨੂੰ ਲਿਖਤੀ ਰੂਪ ਵਿੱਚ ਦੇਵੇ | [330,602,456,675]
cell-chassis-no: MBUJ3JFC5G5H1 [587,991,638,1005]
cell-sr: 12 [463,1047,478,1061]
cell-vehicle-no: PB-46-M-5521 [549,991,587,1005]
middle-classified-group [325,41,728,1477]
cell-customer: Baldev Raj S/o Om Parkash [478,949,549,963]
classified-item: ▪ ਮੈਂ ਜਗਸੀਰ ਸਿੰਘ ਪੁੱਤਰ ਮੇਜਰ ਸਿੰਘ ਵਾਸੀ ਪਿੰਡ ਮਹਿਰਾਜ ਬਿਆਨ ਕਰਦਾ ਹਾਂ ਕਿ ਸਾਡੇ ਖੇਤ ਵਾਲੀ ਮੋਟਰ ਮੀਟਰ ਨੰਬਰ 177 ਕਿਤਾਬ 4-ਬੀ ਅਨੁਸਾਰ ਮੇਰੇ ਤਾਇਆ ਜੀ ਦੇ ਨਾਮ ਹੈ | ਹੁਣ ਇਹ ਮੇਰੇ ਨਾਮ ਤਬਦੀਲ ਕੀਤੀ ਜਾਣੀ ਹੈ | ਕਿਸੇ ਨੂੰ ਇਤਰਾਜ਼ ਹੋਵੇ ਤਾਂ 15 ਦਿਨਾਂ ਅੰਦਰ ਪਾਵਰਕੌਮ ਦਫ਼ਤਰ ਵਿਖੇ ਪੇਸ਼ ਕਰੇ | [330,270,456,343]
classified-item: ▪ ਮੈਂ ਕ੍ਰਿਸ਼ਨ ਲਾਲ ਪੁੱਤਰ ਮੂਲ ਰਾਜ ਵਾਸੀ ਗਲੀ ਨੰ:-34-6500/18, ਬਾਜ਼ੀ ਲਾਈਨ 3, ਲੁਧਿਆਣਾ ਬਿਆਨ ਕਰਦਾ ਹਾਂ ਕਿ ਮੇਰੇ ਮਕਾਨ ਦੇ ਅਸਲ ਕਾਗਜ਼ਾਤ ਗੁੰਮ ਹੋ ਗਏ ਹਨ | ਮਿਲਣ ਵਾਲਾ ਸੰਪਰਕ ਕਰੇ, ਲੈਣ-ਦੇਣ ਕਰਨ ਵਾਲਾ ਖੁਦ ਜ਼ਿੰਮੇਵਾਰ ਹੋਵੇਗਾ | [594,342,726,404]
cell-vehicle-no: PB-30-T-6647 [549,1019,587,1033]
cell-make-year: 2016, Splendor [683,893,726,907]
news2-body: ਮੰਡੀ ਗੋਬਿੰਦਗੜ੍ਹ, 18 ਜੂਨ (ਪਹਿਰੇਦਾਰ ਬਿਊਰੋ) : ਗੁਰਦੁਆਰਾ ਸ਼੍ਰੀ ਗੁਰੂ ਸਿੰਘ ਸਭਾ ਬ੍ਰਿਜ਼ਨਗਰ ਉਜਾਣਾ ਵਿਖੇ ਛੁੱਟੀਆਂ ਦੌਰਾਨ ਬੱਚਿਆਂ ਲਈ ਗੁਰਮਤਿ ਸਿਖਲਾਈ ਕੈਂਪ ਲਗਾਇਆ ਗਿਆ | ਕੈਂਪ ਦੌਰਾਨ ਬੱਚਿਆਂ ਨੂੰ ਗੁਰਬਾਣੀ ਸੰਥਿਆ, ਕੀਰਤਨ ਅਤੇ ਸਿੱਖ ਇਤਿਹਾਸ ਦੀ ਜਾਣਕਾਰੀ ਦਿੱਤੀ ਗਈ | ਸਮਾਪਤੀ ਸਮਾਗਮ ਮੌਕੇ ਬੱਚਿਆਂ ਨੂੰ ਸਨਮਾਨ ਚਿੰਨ੍ਹ ਦੇ ਕੇ ਸਨਮਾਨਿਤ ਕੀਤਾ ਗਿਆ | ਇਸ ਮੌਕੇ ਪ੍ਰਧਾਨ, ਜਨਰਲ ਸਕੱਤਰ ਅਤੇ ਸਮੂਹ ਪ੍ਰਬੰਧਕ ਕਮੇਟੀ ਦੇ ਮੈਂਬਰ ਹਾਜ਼ਰ ਸਨ | ਸੰਗਤਾਂ ਨੇ ਵੱਡੀ ਗਿਣਤੀ ਵਿੱਚ ਸ਼ਮੂਲੀਅਤ ਕੀਤੀ | [738,365,940,446]
classified-item: ▪ ਮੈਂ ਦਰਸ਼ਨ ਸਿੰਘ ਪੁੱਤਰ ਬਚਨ ਸਿੰਘ ਵਾਸੀ ਸਿੱਧਵਾਂ ਬੇਟ ਬਿਆਨ ਕਰਦਾ ਹਾਂ ਕਿ ਮੇਰਾ ਲੜਕਾ ਕੁਲਵੰਤ ਸਿੰਘ ਮੇਰੇ ਕਹਿਣੇ ਤੋਂ ਬਾਹਰ ਹੈ | ਇਸ ਨੂੰ ਆਪਣੀ ਜਾਇਦਾਦ ਤੋਂ ਬੇਦਖਲ ਕਰਦਾ ਹਾਂ | ਸਬੰਧ ਰੱਖਣ ਵਾਲਾ ਖੁਦ ਜ਼ਿੰਮੇਵਾਰ ਹੋਵੇਗਾ | [208,876,321,938]
gumshudgi-header: ਗੁੰਮਸ਼ੁਦਗੀ [462,524,588,539]
classified-item: ▪ ਅਸੀਂ ਅਮਰੀਕ ਸਿੰਘ ਅਤੇ ਅਮਰਜੀਤ ਕੌਰ ਵਾਸੀ ਗਲੀ ਨੰ. 3025, ਅਮਰਪੁਰਾ ਮੁਹੱਲਾ, ਅਬੋਹਰ ਬਿਆਨ ਕਰਦੇ ਹਾਂ ਕਿ ਸਾਡਾ ਲੜਕਾ ਘਰੋਂ ਲਾਪਤਾ ਹੈ | ਜਾਣਕਾਰੀ ਦੇਣ ਵਾਲੇ ਨੂੰ ਯੋਗ ਇਨਾਮ ਦਿੱਤਾ ਜਾਵੇਗਾ | [462,542,588,594]
cell-customer: Gurmeet Singh S/o Jarnail Singh [478,907,549,921]
cell-customer: Gurpreet Singh S/o Nachhatar Singh [478,1047,549,1061]
cell-vehicle-no: PB-03-Y-9168 [549,935,587,949]
vehicle-auction-notice [462,830,726,1140]
vehicle-table-col-header: ਲੜੀ ਨੰ: [463,879,478,893]
ishtihar-benti-note: 'ਅਖ਼ਬਾਰ ਪਹਿਰੇਦਾਰ ਵਿੱਚ ਛਪੇ ਇਸ਼ਤਿਹਾਰਾਂ ਦੇ ਤੱਥਾਂ ਲਈ ਅਦਾਰਾ ਜ਼ਿੰਮੇਵਾਰ ਨਹੀਂ ਹੈ | ਪਾਠਕ ਕਿਸੇ ਵੀ ਇਸ਼ਤਿਹਾਰ 'ਤੇ ਅਮਲ ਕਰਨ ਤੋਂ ਪਹਿਲਾਂ ਆਪਣੇ ਪੱਧਰ 'ਤੇ ਪੜਤਾਲ ਜ਼ਰੂਰ ਕਰ ਲੈਣ |' -ਸੰਪਾਦਕ [462,1324,727,1343]
cell-sr: 15 [463,1089,478,1103]
classified-item: ▪ ਮੈਂ Sarbjeet Singh ਪੁੱਤਰ ਨਿਰਮਲ ਸਿੰਘ ਵਾਸੀ ਪਿੰਡ ਕੋਠਾ ਗੁਰੂ ਬਿਆਨ ਕਰਦਾ ਹਾਂ ਕਿ ਸਾਡੀ ਮੋਟਰ ਦਾ ਬਿਜਲੀ ਕੁਨੈਕਸ਼ਨ ਮੇਰੇ ਬਾਬਾ ਜੀ ਦੇ ਨਾਮ ਹੈ | ਹੁਣ ਇਹ ਕੁਨੈਕਸ਼ਨ ਮੇਰੇ ਨਾਮ ਤਬਦੀਲ ਕਰਵਾਉਣਾ ਚਾਹੁੰਦਾ ਹਾਂ | ਇਤਰਾਜ਼ ਹੋਵੇ ਤਾਂ 15 ਦਿਨਾਂ ਦੇ ਅੰਦਰ-ਅੰਦਰ ਸਬੰਧਤ ਦਫ਼ਤਰ ਵਿਖੇ ਪੇਸ਼ ਕਰੇ | [330,436,456,519]
classified-item: ▪ ਮੈਂ ਬਲਜੀਤ ਕੌਰ ਪਤਨੀ ਸਵ: ਹਰਬੰਸ ਸਿੰਘ ਵਾਸੀ ਪਿੰਡ ਬੀੜ ਬਿਆਨ ਕਰਦੀ ਹਾਂ ਕਿ ਮੇਰੇ ਪਤੀ ਦੇ ਨਾਮ ਵਾਲਾ ਮੋਟਰ ਕੁਨੈਕਸ਼ਨ ਮੇਰੇ ਨਾਮ ਤਬਦੀਲ ਕੀਤਾ ਜਾਵੇ | ਜੇ ਕਿਸੇ ਨੂੰ ਇਤਰਾਜ਼ ਹੈ ਤਾਂ 15 ਦਿਨਾਂ ਦੇ ਅੰਦਰ ਦਫ਼ਤਰ ਵਿਖੇ ਦਰਜ ਕਰਵਾਏ | [330,825,456,887]
cell-chassis-no: MA3EYD32S00B21 [587,907,638,921]
table-row [463,977,726,991]
news1-body: ਬਠਿੰਡਾ, 18 ਜੂਨ (ਪਹਿਰੇਦਾਰ ਬਿਊਰੋ) : ਸ਼ਹਿਰ ਦੇ ਬਾਜ਼ਾਰਾਂ ਅਤੇ ਰਿਹਾਇਸ਼ੀ ਕਲੋਨੀਆਂ ਵਿੱਚ ਥਾਂ-ਥਾਂ ਲੱਗੇ ਕੂੜੇ ਦੇ ਢੇਰ ਇੱਕ ਵਾਰ ਫਿਰ ਸ਼ਹਿਰ ਵਾਸੀਆਂ ਲਈ ਭਾਰੀ ਮੁਸੀਬਤ ਬਣ ਗਏ ਹਨ | ਨਗਰ ਨਿਗਮ ਵੱਲੋਂ ਕੁਝ ਦਿਨ ਪਹਿਲਾਂ ਸਫਾਈ ਮੁਹਿੰਮ ਚਲਾ ਕੇ ਮੁੱਖ ਬਾਜ਼ਾਰਾਂ ਵਿੱਚੋਂ ਕੂੜਾ ਚੁਕਵਾਇਆ ਗਿਆ ਸੀ ਪਰ ਹੁਣ ਫਿਰ ਤੋਂ ਗਲੀਆਂ-ਮੁਹੱਲਿਆਂ ਅਤੇ ਸੜਕਾਂ ਕਿਨਾਰੇ ਗੰਦਗੀ ਦੇ ਢੇਰ ਨਜ਼ਰ ਆਉਣ ਲੱਗੇ ਹਨ | ਸਥਾਨਕ ਵਸਨੀਕਾਂ ਅਰੁਣ ਸ਼ਰਮਾ, ਰਾਜ ਕੁਮਾਰ ਅਤੇ ਸੁਖਦੇਵ ਸਿੰਘ ਨੇ ਦੱਸਿਆ ਕਿ ਕੂੜਾ ਸਮੇਂ ਸਿਰ ਨਾ ਚੁੱਕੇ ਜਾਣ ਕਾਰਨ ਬਦਬੂ ਅਤੇ ਬਿਮਾਰੀਆਂ ਫੈਲਣ ਦਾ ਖਤਰਾ ਬਣਿਆ ਹੋਇਆ ਹੈ | ਉਨ੍ਹਾਂ ਨਿਗਮ ਪ੍ਰਸ਼ਾਸਨ ਤੋਂ ਮੰਗ ਕੀਤੀ ਕਿ ਕੂੜਾ ਚੁੱਕਣ ਦਾ ਪ੍ਰਬੰਧ ਤੁਰੰਤ ਬਹਾਲ ਕੀਤਾ ਜਾਵੇ ਤਾਂ ਜੋ ਸ਼ਹਿਰ ਵਾਸੀਆਂ ਨੂੰ ਰਾਹਤ ਮਿਲ ਸਕੇ | [738,222,940,333]
cell-chassis-no: MBX00AE3HPB77 [587,1125,638,1139]
cell-engine-no: WE4G5FJ9055 [638,1089,682,1103]
khulli-boli-2-body: ਪਿੰਡ ਦੀ ਪੰਚਾਇਤੀ ਜ਼ਮੀਨ ਦੀ ਖੁੱਲੀ ਬੋਲੀ ਮਿਤੀ 21/06/2023 ਨੂੰ ਸਵੇਰੇ 10 ਵਜੇ ਪੰਚਾਇਤ ਘਰ ਵਿਖੇ ਰੱਖੀ ਗਈ ਹੈ | ਚਾਹਵਾਨ ਵਿਅਕਤੀ ਸਮੇਂ ਸਿਰ ਪਹੁੰਚਣ | ਬੋਲੀ ਦੀਆਂ ਸ਼ਰਤਾਂ ਮੌਕੇ 'ਤੇ ਦੱਸੀਆਂ ਜਾਣਗੀਆਂ | [742,839,936,869]
classified-item: ▪ ਮੈਂ ਹੀਮਾ ਪਤਨੀ ਵਨੀਤ ਕੁਮਾਰ ਵਾਸੀ ਮਕਾਨ ਨੰ. 501/7, ਗਲੀ ਨੰ. 2, ਸ਼ਾਸਤਰੀ ਨਗਰ ਜਗਰਾਓਂ ਜ਼ਿਲ੍ਹਾ ਲੁਧਿਆਣਾ 142026 ਨੇ ਆਪਣਾ ਨਾਮ ਬਦਲ ਕੇ ਹੀਮਾ ਜਿੰਦਲ ਰੱਖ ਲਿਆ ਹੈ | ਸਬੰਧਤ ਨੋਟ ਕਰਨ | [6,136,99,209]
cell-engine-no: CHD2JRHF334 [638,1117,682,1125]
vehicle-table-body [463,893,726,1139]
khulli-boli-2-header: ਖੁੱਲੀ ਬੋਲੀ [742,817,935,835]
classified-item: ▪ ਵਿੱਚ ਕਿਸਾਨ ਕੁਨੈਕਸ਼ਨ ਜ਼ਿਲ੍ਹਾ ਦਾ ਖਾਤਾ ਨੰ: ਏ.ਪੀ.10/0617 ਹੈ ਜੋ ਕਿ ਪਿਛਲੇ ਲੰਮੇ ਸਮੇਂ ਤੋਂ ਸਾਡੇ ਪਰਿਵਾਰ ਕੋਲ ਚੱਲਦਾ ਆ ਰਿਹਾ ਹੈ | ਹੁਣ ਇਹ ਕੁਨੈਕਸ਼ਨ ਮੇਰੇ ਨਾਮ ਤਬਦੀਲ ਕੀਤਾ ਜਾਣਾ ਹੈ | ਕਿਸੇ ਨੂੰ ਇਤਰਾਜ਼ ਹੋਵੇ ਤਾਂ 15 ਦਿਨਾਂ ਦੇ ਅੰਦਰ-ਅੰਦਰ ਸਬੰਧਤ ਦਫ਼ਤਰ ਨੂੰ ਲਿਖਤੀ ਰੂਪ ਵਿੱਚ ਦੇਵੇ | [594,41,726,114]
cell-customer: Harbans Lal S/o Tulsi Ram [478,1117,549,1125]
cell-sr: 13 [463,1061,478,1075]
classified-item: ▪ ਮੈਂ ਰਾਜਿੰਦਰ ਪਾਰਸ਼ਦ ਪੁੱਤਰ ਤਿਲਕ ਰਾਜ ਵਾਸੀ ਮਕਾਨ ਨੰ. 3687, ਬਲਾਕ-34, ਚੰਡੀਗੜ੍ਹ ਰੋਡ ਖੰਨਾ ਸੂਚਿਤ ਕਰਦਾ ਹਾਂ ਕਿ ਮੇਰਾ ਲੜਕਾ ਸਾਡੇ ਨਾਲੋਂ ਅਲੱਗ ਰਹਿੰਦਾ ਹੈ | ਉਸ ਨਾਲ ਲੈਣ-ਦੇਣ ਕਰਨ ਵਾਲਾ ਖੁਦ ਜ਼ਿੰਮੇਵਾਰ ਹੋਵੇਗਾ | [594,409,726,471]
missing-child-photo [870,574,934,656]
cell-sr: 6 [463,963,478,977]
naam-badli-flow [6,112,198,1464]
classified-item: ▪ ਮੈਂ ਗੁਰਮੇਲ ਸਿੰਘ ਪੁੱਤਰ ਸ: ਮੇਲਾ ਸਿੰਘ ਵਾਸੀ ਪਿੰਡ ਰਾਮਗੜ੍ਹ ਸਰਦਾਰਾਂ (ਫਤਹਿਗੜ੍ਹ ਸਾਹਿਬ) ਨੇ ਆਪਣਾ ਨਾਮ ਬਦਲ ਕੇ ਗੁਰਮੇਲ ਸਿੰਘ ਧਾਲੀਵਾਲ ਰੱਖ ਲਿਆ ਹੈ | [105,573,198,635]
cell-engine-no: 497SP117GLB [638,1061,682,1075]
cell-customer: Rajinder Kumar S/o Sham Lal [478,977,549,991]
cell-chassis-no: MA1TA2CS6G2F1 [587,949,638,963]
classified-item: ▪ ਮੈਂ ਸਰਬਜੀਤ ਸਿੰਘ ਪੁੱਤਰ ਸਲਵਿੰਦਰ ਸਿੰਘ ਵਾਸੀ ਮਕਾਨ ਨੰ. 1823 ਬਸੰਤ ਐਵੀਨਿਊ ਲੁਧਿਆਣਾ ਨੇ ਆਪਣਾ ਨਾਮ ਬਦਲ ਕੇ ਸਰਬਜੀਤ ਸਿੰਘ ਅਦਾਲਖ ਰੱਖ ਲਿਆ ਹੈ | [105,304,198,366]
footer-email: rozanapehredaradvt@gmail.com [480,1486,719,1501]
public-notice-2-sign: ਸਹੀ/- ਅਮਨਦੀਪ ਸਿੰਘ [658,1283,722,1293]
cell-customer: Kulwant Singh S/o Gurdev Singh [479,964,547,977]
cell-customer: Sham Singh S/o Chanan Singh [478,1103,549,1117]
khulli-boli-2-phones: ਮੋ: 75891-74470, 0164-2211575, 78142-02645 [743,870,935,891]
cell-vehicle-no: PB-31-H-8870 [549,1047,587,1061]
cell-chassis-no: MAT523117GLB9 [587,1061,638,1075]
name-change-notice: ☛ I Paramjit Kaur W/o Gurnam Singh Chahal, R/o Kathgarh, Shahbed Bhagat Singh Nagar, Punjab-144522, have changed my name Paramjit Kaur Chahal. [738,1098,939,1139]
cell-engine-no: C10EJ9GH210 [638,935,682,949]
classified-item: ▪ ਮੈਂ ਅੰਮ੍ਰਿਤਪਾਲ ਸਿੰਘ ਪੁੱਤਰ ਗੁਰਮੇਜ ਸਿੰਘ ਵਾਸੀ ਪਿੰਡ ਨਥਾਣਾ ਜ਼ਿਲ੍ਹਾ ਬਠਿੰਡਾ ਨੇ ਆਪਣਾ ਨਾਮ ਬਦਲ ਕੇ ਅੰਮ੍ਰਿਤਪਾਲ ਸਿੰਘ ਸਿੱਧੂ ਰੱਖ ਲਿਆ ਹੈ | [105,708,198,770]
missing-person-phones: ਮੋ : 8437874050, 9872858602 [781,678,896,710]
classified-item: ▪ ਮੈਂ ਅਮਰਜੀਤ ਸਿੰਘ ਪੁੱਤਰ ਹਰਚਰਨ ਸਿੰਘ ਵਾਸੀ ਪਿੰਡ ਮਾਣਕੀ ਤਹਿ ਜਗਰਾਓਂ (ਲੁਧਿਆਣਾ) ਨੇ ਆਪਣਾ ਨਾਮ ਬਦਲ ਕੇ ਅਮਰਜੀਤ ਸਿੰਘ ਗਰੇਵਾਲ ਰੱਖ ਲਿਆ ਹੈ | [6,281,99,343]
cell-chassis-no: MA1ZN2MHKJ6B2 [587,1103,638,1117]
mid-column-c [594,41,726,723]
classified-item: ▪ ਮੈਂ ਵਿੱਕਰ ਸਿੰਘ ਪੁੱਤਰ ਰਾਮ ਸਿੰਘ ਵਾਸੀ ਪਿੰਡ ਝੁੰਬਾ ਬਿਆਨ ਕਰਦਾ ਹਾਂ ਕਿ ਸਾਡੀ ਖੇਤੀ ਮੋਟਰ ਦਾ ਕੁਨੈਕਸ਼ਨ ਨੰਬਰ 4 ਮੇਰੇ ਪਿਤਾ ਦੇ ਨਾਮ ਚੱਲਦਾ ਹੈ | ਹੁਣ ਇਹ ਮੇਰੇ ਨਾਮ ਕੀਤਾ ਜਾਵੇ | ਕਿਸੇ ਨੂੰ ਇਤਰਾਜ਼ ਹੋਵੇ ਤਾਂ 15 ਦਿਨਾਂ ਦੇ ਅੰਦਰ ਐਸ.ਡੀ.ਓ ਦਫ਼ਤਰ ਵਿਖੇ ਕਰੇ | 003 [462,63,588,136]
page-content [1,37,944,1481]
classified-item: ▪ ਮੈਂ ਮਨਜੀਤ ਸਿੰਘ ਪੁੱਤਰ ਪਾਖਰ ਸਿੰਘ ਵਾਸੀ ਪਿੰਡ ਗਾਲਿਬ ਕਲਾਂ ਡਾਕ: ਰਾਏਕੋਟ ਮੋ: 40928/301213 ਸਟ੍ਰੀਟ- 4 ਨੇ ਆਪਣਾ ਨਾਮ ਬਦਲ ਕੇ ਮਨਜੀਤ ਸਿੰਘ ਗਿੱਲ ਰੱਖ ਲਿਆ ਹੈ | [6,608,99,681]
classified-item: ▪ ਮੈਂ ਹਰਦੀਪ ਸਿੰਘ ਪੁੱਤਰ ਮੁਖਤਿਆਰ ਸਿੰਘ ਵਾਸੀ ਪਿੰਡ ਜੋਧਪੁਰ ਬਿਆਨ ਕਰਦਾ ਹਾਂ ਕਿ ਸਾਡੀ ਮੋਟਰ ਦਾ ਕੁਨੈਕਸ਼ਨ ਨੰ: ਜੇ.ਐਨ.-100 ਏ.ਪੀ ਹੈ ਜੋ ਮੇਰੇ ਪਿਤਾ ਦੇ ਨਾਮ ਹੈ | ਉਨ੍ਹਾਂ ਦੀ ਮੌਤ ਹੋ ਚੁੱਕੀ ਹੈ, ਹੁਣ ਇਹ ਮੇਰੇ ਨਾਮ ਤਬਦੀਲ ਕੀਤਾ ਜਾਵੇ | ਕਿਸੇ ਨੂੰ ਇਤਰਾਜ਼ ਹੋਵੇ ਤਾਂ 15 ਦਿਨਾਂ ਅੰਦਰ ਐਕਸੀਅਨ ਦਫ਼ਤਰ ਵਿਖੇ ਪੇਸ਼ ਕਰੇ | [594,119,726,202]
naam-badli-header: ਨਾਂ ਬਦਲੀ [6,114,99,132]
cell-sr: 10 [463,1019,478,1033]
classified-item: ▪ ਮੈਂ ਅਜੈਬ ਸਿੰਘ ਪੁੱਤਰ ਸ: ਮੋਹਣ ਸਿੰਘ ਵਾਸੀ ਮੁੱਲਾਂਪੁਰ ਦਾਖਾ ਬਿਆਨ ਕਰਦਾ ਹਾਂ ਕਿ ਮੇਰਾ ਲੜਕਾ ਲਖਵੀਰ ਸਿੰਘ ਮੇਰੇ ਕਹਿਣੇ ਵਿੱਚ ਨਹੀਂ ਹੈ | ਮੈਂ ਇਸ ਨੂੰ ਆਪਣੀ ਚੱਲ-ਅਚੱਲ ਜਾਇਦਾਦ ਤੋਂ ਬੇਦਖਲ ਕਰਦਾ ਹਾਂ | 001 [208,808,321,870]
table-row [463,991,726,1005]
